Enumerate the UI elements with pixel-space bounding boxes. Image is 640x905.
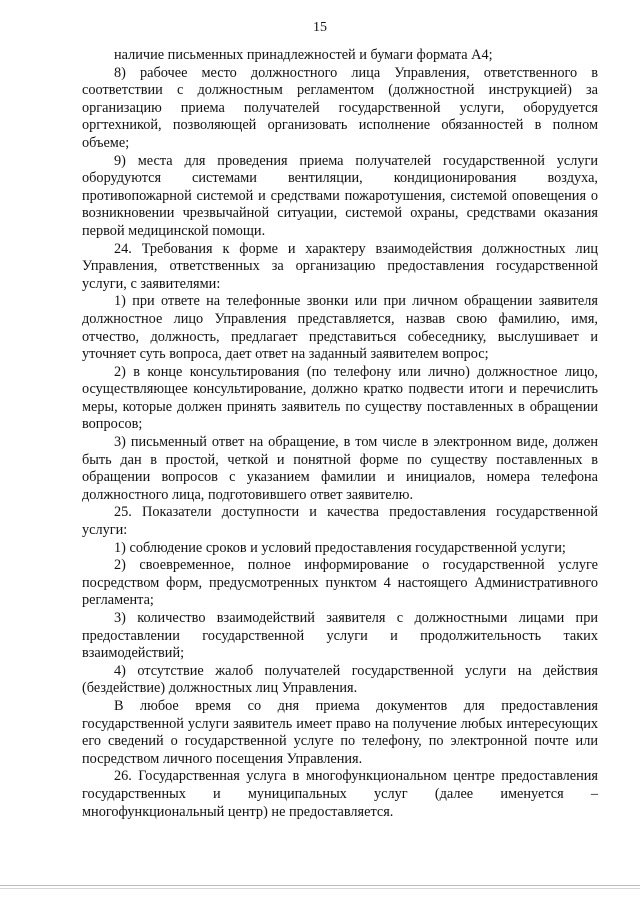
paragraph-writing-supplies: наличие письменных принадлежностей и бумаги формата А4; [114,47,493,63]
scan-edge-line-secondary [0,888,640,889]
paragraph-24-item-3: 3) письменный ответ на обращение, в том числе в электронном виде, должен быть дан в простой, четкой и понятной форме по существу поставленных в обращении вопросов с указанием фамилии и инициалов, номера телефона должностного лица, подготовившего ответ заявителю. [82,434,598,503]
paragraph-24-item-2: 2) в конце консультирования (по телефону или лично) должностное лицо, осуществляющее консультирование, должно кратко подвести итоги и перечислить меры, которые должен принять заявитель по существу поставленных в обращении вопросов; [82,363,598,433]
paragraph-item-8-workplace: 8) рабочее место должностного лица Управления, ответственного в соответствии с должностным регламентом (должностной инструкцией) за организацию приема получателей государственной услуги, оборудуется оргтехникой, позволяющей организовать исполнение обязанностей в полном объеме; [82,64,598,151]
document-body [82,47,598,821]
page-number: 15 [313,20,327,35]
paragraph-any-time-info: В любое время со дня приема документов для предоставления государственной услуги заявитель имеет право на получение любых интересующих его сведений о государственной услуге по телефону, по электронной почте или посредством личного посещения Управления. [82,697,598,767]
paragraph-25-item-4: 4) отсутствие жалоб получателей государственной услуги на действия (бездействие) должностных лиц Управления. [82,662,598,697]
paragraph-item-9-reception-places: 9) места для проведения приема получателей государственной услуги оборудуются системами вентиляции, кондиционирования воздуха, противопожарной системой и средствами пожаротушения, системой оповещения о возникновении чрезвычайной ситуации, системой охраны, средствами оказания первой медицинской помощи. [82,152,598,239]
paragraph-section-24: 24. Требования к форме и характеру взаимодействия должностных лиц Управления, ответственных за организацию предоставления государственной услуги, с заявителями: [82,240,598,292]
paragraph-24-item-1: 1) при ответе на телефонные звонки или при личном обращении заявителя должностное лицо Управления представляется, назвав свою фамилию, имя, отчество, должность, предлагает представиться собеседнику, выслушивает и уточняет суть вопроса, дает ответ на заданный заявителем вопрос; [82,293,598,363]
paragraph-25-item-3: 3) количество взаимодействий заявителя с должностными лицами при предоставлении государственной услуги и продолжительность таких взаимодействий; [82,610,598,662]
scan-edge-line [0,885,640,886]
paragraph-section-25: 25. Показатели доступности и качества предоставления государственной услуги: [82,504,598,539]
paragraph-25-item-2: 2) своевременное, полное информирование о государственной услуге посредством форм, предусмотренных пунктом 4 настоящего Административного регламента; [82,557,598,609]
paragraph-25-item-1: 1) соблюдение сроков и условий предоставления государственной услуги; [114,539,566,556]
paragraph-section-26: 26. Государственная услуга в многофункциональном центре предоставления государственных и муниципальных услуг (далее именуется – многофункциональный центр) не предоставляется. [82,768,598,820]
